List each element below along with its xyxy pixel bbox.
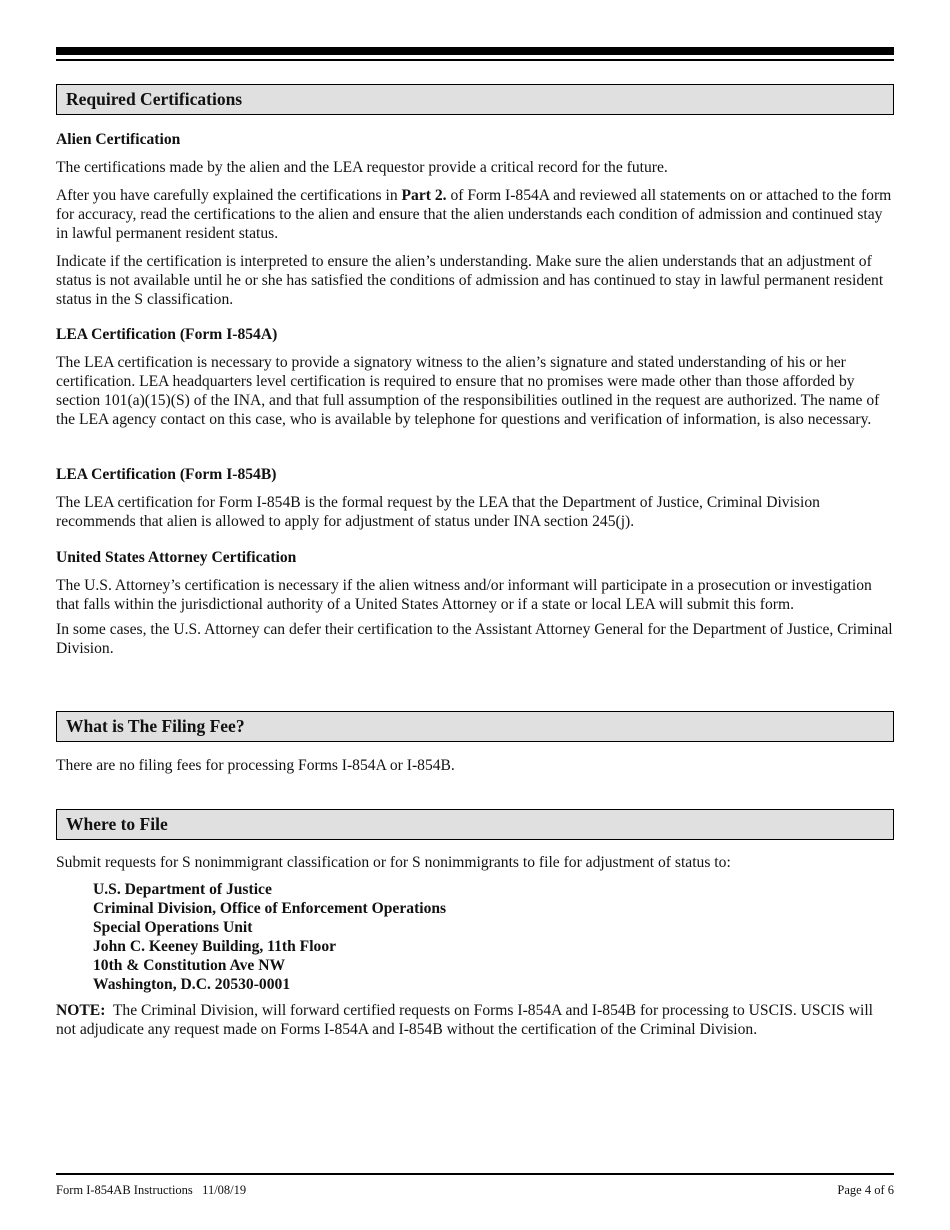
alien-certification-paragraph-2 (56, 186, 894, 243)
section-heading-required-certifications: Required Certifications (56, 84, 894, 115)
p2-text-before: After you have carefully explained the certifications in (56, 187, 402, 204)
p2-bold-part: Part 2. (401, 187, 447, 204)
lea-certification-b-paragraph: The LEA certification for Form I-854B is the formal request by the LEA that the Department of Justice, Criminal Division recommends that alien is allowed to apply for adjustment of status under INA section 245(j). (56, 494, 820, 530)
address-line: Special Operations Unit (93, 919, 253, 936)
alien-certification-paragraph-3: Indicate if the certification is interpreted to ensure the alien’s understanding. Make sure the alien understands that an adjustment of status is not available until he or she has satisfied the conditions of admission and has continued to stay in lawful permanent resident status in the S classification. (56, 253, 884, 308)
address-line: John C. Keeney Building, 11th Floor (93, 938, 337, 955)
lea-certification-b-block (56, 465, 894, 531)
alien-certification-heading: Alien Certification (56, 131, 181, 148)
lea-certification-a-paragraph: The LEA certification is necessary to provide a signatory witness to the alien’s signature and stated understanding of his or her certification. LEA headquarters level certification is required to ensure that no promises were made other than those afforded by section 101(a)(15)(S) of the INA, and that full assumption of the responsibilities outlined in the request are authorized. The name of the LEA agency contact on this case, who is available by telephone for questions and verification of information, is also necessary. (56, 354, 880, 428)
us-attorney-certification-paragraph-2: In some cases, the U.S. Attorney can defer their certification to the Assistant Attorney General for the Department of Justice, Criminal Division. (56, 621, 893, 657)
alien-certification-paragraph-1: The certifications made by the alien and the LEA requestor provide a critical record for the future. (56, 159, 668, 176)
where-to-file-paragraph: Submit requests for S nonimmigrant classification or for S nonimmigrants to file for adjustment of status to: (56, 854, 731, 871)
address-line: Criminal Division, Office of Enforcement Operations (93, 900, 447, 917)
note-paragraph (56, 1001, 894, 1039)
us-attorney-certification-block (56, 548, 894, 658)
lea-certification-b-heading: LEA Certification (Form I-854B) (56, 466, 277, 483)
address-line: Washington, D.C. 20530-0001 (93, 976, 291, 993)
note-text: The Criminal Division, will forward certified requests on Forms I-854A and I-854B for processing to USCIS. USCIS will not adjudicate any request made on Forms I-854A and I-854B without the certification of the Criminal Division. (56, 1002, 877, 1038)
lea-certification-a-block (56, 325, 894, 429)
section-heading-filing-fee: What is The Filing Fee? (56, 711, 894, 742)
address-line: 10th & Constitution Ave NW (93, 957, 286, 974)
alien-certification-block (56, 130, 894, 309)
footer-form-name: Form I-854AB Instructions 11/08/19 (56, 1183, 247, 1197)
footer-rule (56, 1173, 894, 1175)
footer-page-number: Page 4 of 6 (837, 1183, 894, 1197)
us-attorney-certification-paragraph-1: The U.S. Attorney’s certification is necessary if the alien witness and/or informant will participate in a prosecution or investigation that falls within the jurisdictional authority of a United States Attorney or if a state or local LEA will submit this form. (56, 577, 872, 613)
section-heading-where-to-file: Where to File (56, 809, 894, 840)
filing-fee-paragraph: There are no filing fees for processing Forms I-854A or I-854B. (56, 757, 455, 774)
header-rule-thick (56, 47, 894, 55)
p2-text-after: of Form I-854A and reviewed all statements on or attached to the form for accuracy, read the certifications to the alien and ensure that the alien understands each condition of admission and continued stay in lawful permanent resident status. (56, 187, 892, 242)
lea-certification-a-heading: LEA Certification (Form I-854A) (56, 326, 278, 343)
mailing-address (93, 880, 446, 994)
us-attorney-certification-heading: United States Attorney Certification (56, 549, 297, 566)
note-label: NOTE: (56, 1002, 106, 1019)
header-rule-thin (56, 59, 894, 61)
address-line: U.S. Department of Justice (93, 881, 272, 898)
